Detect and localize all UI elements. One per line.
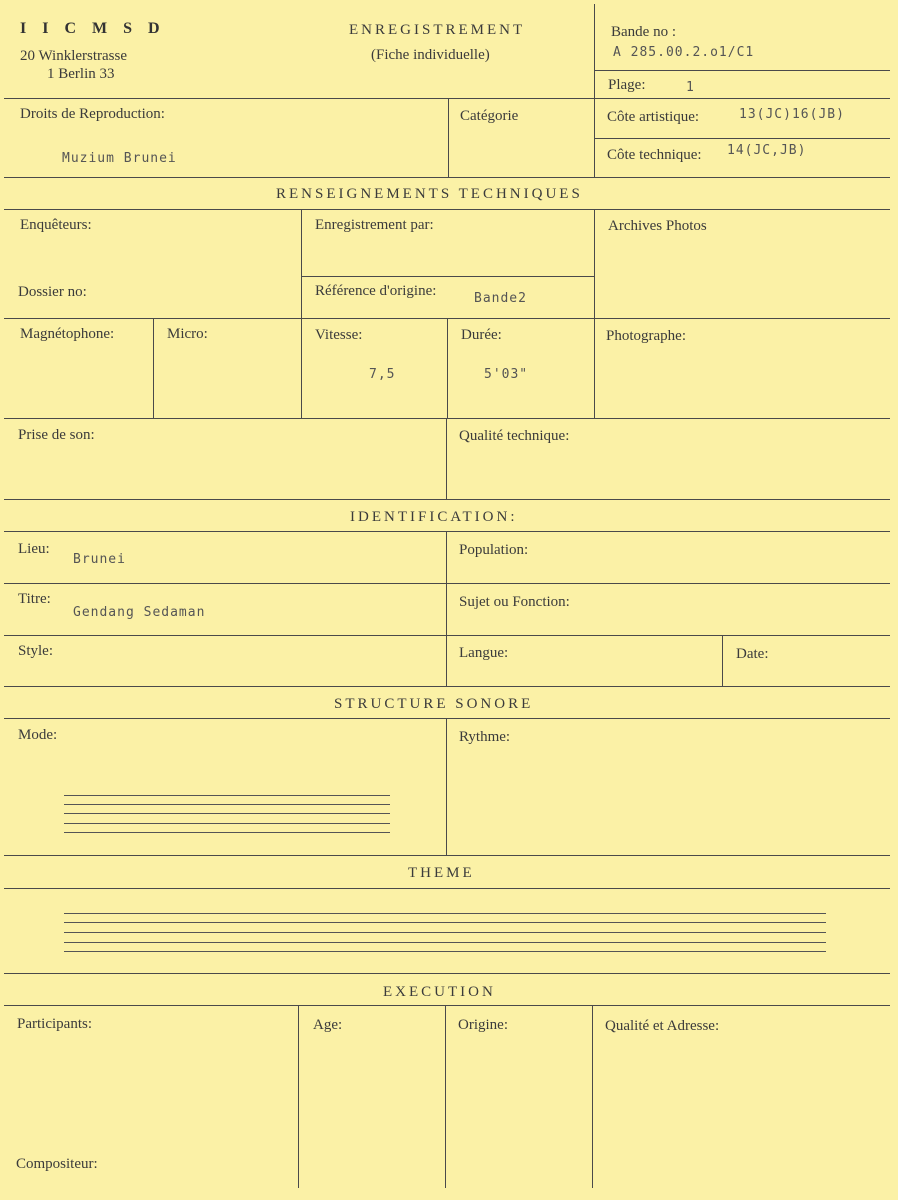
divider-line <box>448 98 449 177</box>
divider-line <box>722 635 723 686</box>
divider-line <box>4 98 890 99</box>
vitesse-value: 7,5 <box>369 367 396 382</box>
mode-label: Mode: <box>18 727 58 743</box>
lieu-value: Brunei <box>73 552 126 567</box>
mode-staff-line <box>64 804 390 805</box>
divider-line <box>301 276 594 277</box>
participants-label: Participants: <box>17 1016 92 1032</box>
form-title: ENREGISTREMENT <box>349 22 526 38</box>
population-label: Population: <box>459 542 529 558</box>
age-label: Age: <box>313 1017 343 1033</box>
section-identification-title: IDENTIFICATION: <box>350 509 518 525</box>
prise-de-son-label: Prise de son: <box>18 427 95 443</box>
divider-line <box>4 583 890 584</box>
divider-line <box>4 177 890 178</box>
divider-line <box>447 318 448 418</box>
enregistrement-par-label: Enregistrement par: <box>315 217 434 233</box>
date-label: Date: <box>736 646 769 662</box>
mode-staff-line <box>64 813 390 814</box>
bande-value: A 285.00.2.o1/C1 <box>613 45 755 60</box>
address-street: 20 Winklerstrasse <box>20 48 128 64</box>
divider-line <box>301 209 302 418</box>
qualite-adresse-label: Qualité et Adresse: <box>605 1018 720 1034</box>
qualite-technique-label: Qualité technique: <box>459 428 570 444</box>
divider-line <box>446 718 447 855</box>
divider-line <box>4 418 890 419</box>
theme-staff-line <box>64 951 826 952</box>
vitesse-label: Vitesse: <box>315 327 363 343</box>
divider-line <box>4 531 890 532</box>
section-structure-title: STRUCTURE SONORE <box>334 696 534 712</box>
sujet-label: Sujet ou Fonction: <box>459 594 570 610</box>
theme-staff-line <box>64 922 826 923</box>
divider-line <box>594 70 890 71</box>
plage-value: 1 <box>686 80 695 95</box>
divider-line <box>4 635 890 636</box>
divider-line <box>4 718 890 719</box>
divider-line <box>4 973 890 974</box>
institute-logo: I I C M S D <box>20 20 166 37</box>
section-execution-title: EXECUTION <box>383 984 496 1000</box>
droits-value: Muzium Brunei <box>62 151 177 166</box>
divider-line <box>594 98 595 177</box>
lieu-label: Lieu: <box>18 541 50 557</box>
dossier-label: Dossier no: <box>18 284 87 300</box>
mode-staff-line <box>64 795 390 796</box>
divider-line <box>4 888 890 889</box>
reference-label: Référence d'origine: <box>315 283 437 299</box>
micro-label: Micro: <box>167 326 208 342</box>
archives-photos-label: Archives Photos <box>608 218 707 234</box>
magnetophone-label: Magnétophone: <box>20 326 115 342</box>
address-city: 1 Berlin 33 <box>47 66 115 82</box>
section-theme-title: THEME <box>408 865 475 881</box>
divider-line <box>153 318 154 418</box>
divider-line <box>592 1005 593 1188</box>
divider-line <box>594 209 595 418</box>
divider-line <box>4 855 890 856</box>
cote-artistique-value: 13(JC)16(JB) <box>739 107 845 122</box>
plage-label: Plage: <box>608 77 646 93</box>
origine-label: Origine: <box>458 1017 508 1033</box>
langue-label: Langue: <box>459 645 509 661</box>
divider-line <box>446 531 447 686</box>
theme-staff-line <box>64 942 826 943</box>
divider-line <box>4 499 890 500</box>
divider-line <box>446 418 447 499</box>
form-subtitle: (Fiche individuelle) <box>371 47 490 63</box>
theme-staff-line <box>64 932 826 933</box>
divider-line <box>4 1005 890 1006</box>
titre-value: Gendang Sedaman <box>73 605 206 620</box>
divider-line <box>298 1005 299 1188</box>
reference-value: Bande2 <box>474 291 527 306</box>
enqueteurs-label: Enquêteurs: <box>20 217 92 233</box>
mode-staff-line <box>64 832 390 833</box>
bande-label: Bande no : <box>611 24 676 40</box>
theme-staff-line <box>64 913 826 914</box>
divider-line <box>4 686 890 687</box>
cote-technique-value: 14(JC,JB) <box>727 143 807 158</box>
duree-value: 5'03" <box>484 367 529 382</box>
cote-artistique-label: Côte artistique: <box>607 109 700 125</box>
droits-label: Droits de Reproduction: <box>20 106 165 122</box>
divider-line <box>594 138 890 139</box>
rythme-label: Rythme: <box>459 729 511 745</box>
divider-line <box>4 209 890 210</box>
style-label: Style: <box>18 643 54 659</box>
divider-line <box>445 1005 446 1188</box>
compositeur-label: Compositeur: <box>16 1156 98 1172</box>
mode-staff-line <box>64 823 390 824</box>
duree-label: Durée: <box>461 327 502 343</box>
titre-label: Titre: <box>18 591 51 607</box>
section-technical-title: RENSEIGNEMENTS TECHNIQUES <box>276 186 583 202</box>
cote-technique-label: Côte technique: <box>607 147 702 163</box>
photographe-label: Photographe: <box>606 328 686 344</box>
categorie-label: Catégorie <box>460 108 519 124</box>
divider-line <box>594 4 595 98</box>
